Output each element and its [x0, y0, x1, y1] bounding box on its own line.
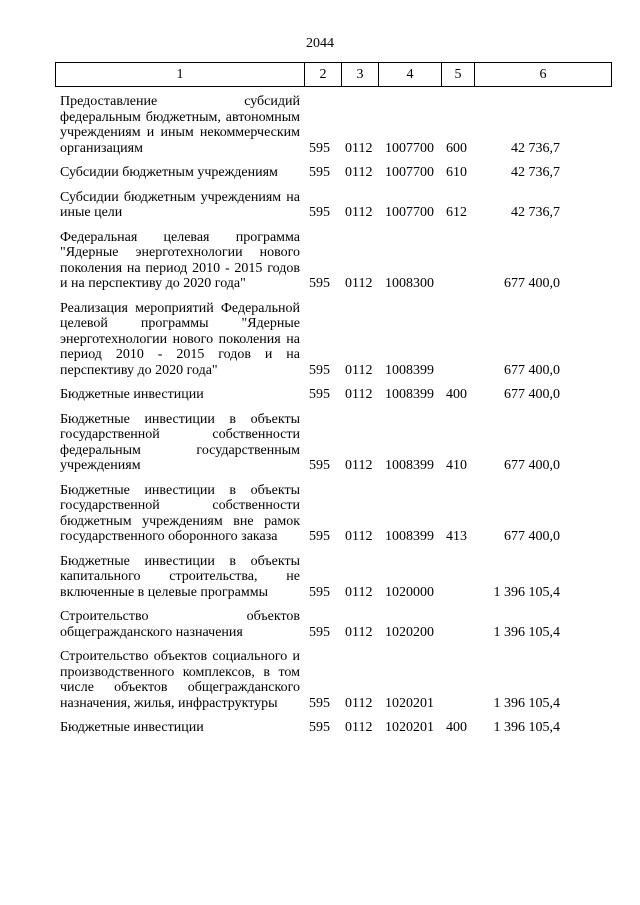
row-col-3: 0112	[345, 165, 373, 180]
row-col-3: 0112	[345, 362, 373, 378]
row-name: Бюджетные инвестиции в объекты капитального строительства, не включенные в целевые программы	[60, 553, 300, 600]
row-name: Предоставление субсидий федеральным бюджетным, автономным учреждениям и иным некоммерческим организациям	[60, 94, 300, 156]
row-col-2: 595	[309, 362, 330, 378]
row-col-6: 1 396 105,4	[493, 695, 560, 711]
row-col-4: 1007700	[385, 205, 434, 220]
row-name: Реализация мероприятий Федеральной целевой программы "Ядерные энерготехнологии нового поколения на период 2010 - 2015 годов и на перспективу до 2020 года"	[60, 300, 300, 378]
table-row	[60, 483, 600, 545]
row-col-6: 677 400,0	[504, 276, 560, 291]
row-col-6: 42 736,7	[511, 140, 560, 156]
row-col-3: 0112	[345, 387, 373, 402]
row-col-6: 42 736,7	[511, 205, 560, 220]
row-col-4: 1008300	[385, 276, 434, 291]
row-col-3: 0112	[345, 720, 373, 735]
row-col-4: 1007700	[385, 140, 434, 156]
row-col-2: 595	[309, 276, 330, 291]
row-col-5: 413	[446, 529, 467, 544]
row-name: Бюджетные инвестиции	[60, 720, 204, 735]
row-col-4: 1020201	[385, 720, 434, 735]
header-col-2: 2	[305, 63, 342, 87]
table-row	[60, 165, 600, 181]
row-name: Бюджетные инвестиции в объекты государственной собственности федеральным государственным учреждениям	[60, 411, 300, 473]
row-col-6: 42 736,7	[511, 165, 560, 180]
row-col-2: 595	[309, 458, 330, 473]
row-name: Субсидии бюджетным учреждениям	[60, 165, 278, 180]
row-col-5: 400	[446, 720, 467, 735]
row-col-6: 677 400,0	[504, 387, 560, 402]
row-col-4: 1008399	[385, 529, 434, 544]
page-number: 2044	[306, 36, 334, 51]
row-col-3: 0112	[345, 584, 373, 600]
table-row	[60, 190, 600, 221]
table-row	[60, 387, 600, 403]
header-col-4: 4	[379, 63, 442, 87]
row-col-3: 0112	[345, 624, 373, 640]
row-col-4: 1007700	[385, 165, 434, 180]
row-col-4: 1008399	[385, 387, 434, 402]
row-col-3: 0112	[345, 205, 373, 220]
row-name: Федеральная целевая программа "Ядерные энерготехнологии нового поколения на период 2010 - 2015 годов и на перспективу до 2020 года"	[60, 229, 300, 291]
row-col-4: 1020000	[385, 584, 434, 600]
row-name: Бюджетные инвестиции в объекты государственной собственности бюджетным учреждениям вне рамок государственного оборонного заказа	[60, 482, 300, 544]
row-col-6: 677 400,0	[504, 362, 560, 378]
row-col-5: 410	[446, 458, 467, 473]
table-row	[60, 720, 600, 736]
row-col-4: 1008399	[385, 362, 434, 378]
table-row	[60, 649, 600, 711]
row-col-5: 600	[446, 140, 467, 156]
row-col-4: 1008399	[385, 458, 434, 473]
row-col-6: 1 396 105,4	[493, 720, 560, 735]
row-col-3: 0112	[345, 276, 373, 291]
row-col-3: 0112	[345, 695, 373, 711]
row-col-2: 595	[309, 720, 330, 735]
row-col-2: 595	[309, 205, 330, 220]
table-row	[60, 94, 600, 156]
row-name: Строительство объектов социального и производственного комплексов, в том числе объектов общегражданского назначения, жилья, инфраструктуры	[60, 649, 300, 711]
header-col-3: 3	[342, 63, 379, 87]
table-header	[55, 62, 612, 87]
row-col-5: 612	[446, 205, 467, 220]
row-col-2: 595	[309, 529, 330, 544]
table-row	[60, 609, 600, 640]
row-name: Субсидии бюджетным учреждениям на иные цели	[60, 189, 300, 220]
row-col-5: 610	[446, 165, 467, 180]
row-col-2: 595	[309, 140, 330, 156]
header-col-6: 6	[475, 63, 612, 87]
row-col-3: 0112	[345, 140, 373, 156]
table-row	[60, 230, 600, 292]
row-col-3: 0112	[345, 458, 373, 473]
row-col-2: 595	[309, 165, 330, 180]
row-name: Строительство объектов общегражданского назначения	[60, 609, 300, 640]
row-col-3: 0112	[345, 529, 373, 544]
row-col-6: 677 400,0	[504, 529, 560, 544]
table-row	[60, 412, 600, 474]
table-row	[60, 301, 600, 379]
row-col-2: 595	[309, 624, 330, 640]
row-col-4: 1020200	[385, 624, 434, 640]
row-col-6: 1 396 105,4	[493, 584, 560, 600]
row-col-2: 595	[309, 387, 330, 402]
row-col-5: 400	[446, 387, 467, 402]
row-col-2: 595	[309, 695, 330, 711]
row-col-6: 1 396 105,4	[493, 624, 560, 640]
header-col-5: 5	[442, 63, 475, 87]
row-col-4: 1020201	[385, 695, 434, 711]
table-body	[60, 94, 600, 745]
row-col-6: 677 400,0	[504, 458, 560, 473]
row-name: Бюджетные инвестиции	[60, 387, 204, 402]
header-col-1: 1	[56, 63, 305, 87]
row-col-2: 595	[309, 584, 330, 600]
table-row	[60, 554, 600, 601]
